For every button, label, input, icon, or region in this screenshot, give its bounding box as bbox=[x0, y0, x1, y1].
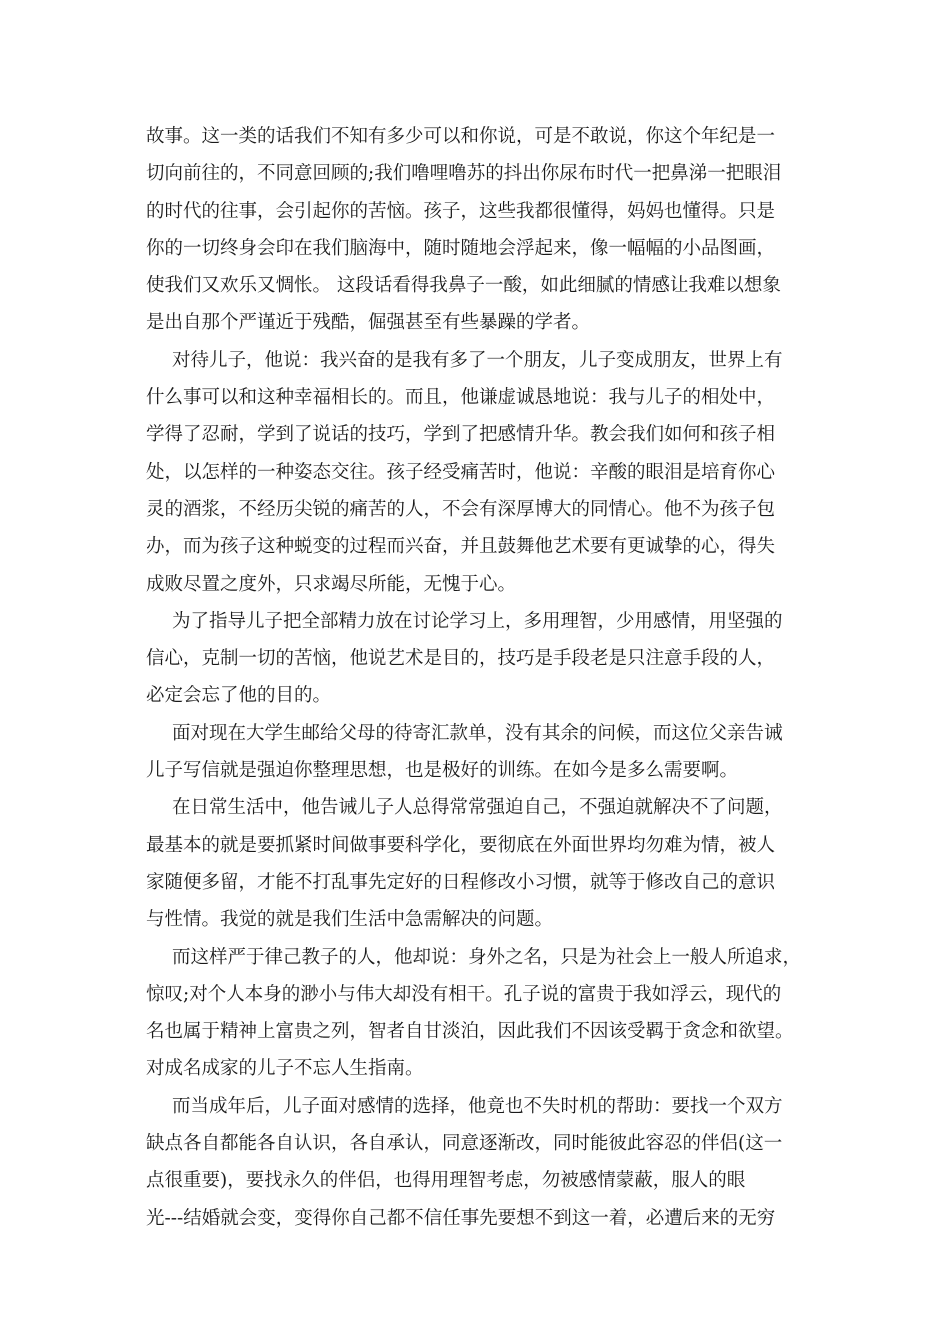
text-line: 必定会忘了他的目的。 bbox=[146, 685, 332, 707]
text-line: 儿子写信就是强迫你整理思想，也是极好的训练。在如今是多么需要啊。 bbox=[146, 760, 739, 782]
text-line: 缺点各自都能各自认识，各自承认，同意逐渐改，同时能彼此容忍的伴侣(这一 bbox=[146, 1133, 783, 1155]
text-line: 信心，克制一切的苦恼，他说艺术是目的，技巧是手段老是只注意手段的人， bbox=[146, 648, 776, 670]
text-line: 什么事可以和这种幸福相长的。而且，他谦虚诚恳地说：我与儿子的相处中， bbox=[146, 387, 776, 409]
text-line: 的时代的往事，会引起你的苦恼。孩子，这些我都很懂得，妈妈也懂得。只是 bbox=[146, 200, 776, 222]
text-line: 面对现在大学生邮给父母的待寄汇款单，没有其余的问候，而这位父亲告诫 bbox=[172, 722, 783, 744]
text-line: 在日常生活中，他告诫儿子人总得常常强迫自己，不强迫就解决不了问题， bbox=[172, 797, 783, 819]
text-line: 惊叹;对个人本身的渺小与伟大却没有相干。孔子说的富贵于我如浮云，现代的 bbox=[146, 983, 782, 1005]
text-line: 而当成年后，儿子面对感情的选择，他竟也不失时机的帮助：要找一个双方 bbox=[172, 1095, 783, 1117]
text-line: 使我们又欢乐又惆怅。 这段话看得我鼻子一酸，如此细腻的情感让我难以想象 bbox=[146, 275, 781, 297]
text-line: 与性情。我觉的就是我们生活中急需解决的问题。 bbox=[146, 909, 554, 931]
body-text bbox=[146, 118, 846, 1237]
text-line: 最基本的就是要抓紧时间做事要科学化，要彻底在外面世界均勿难为情，被人 bbox=[146, 834, 776, 856]
text-line: 办，而为孩子这种蜕变的过程而兴奋，并且鼓舞他艺术要有更诚挚的心，得失 bbox=[146, 536, 776, 558]
text-line: 学得了忍耐，学到了说话的技巧，学到了把感情升华。教会我们如何和孩子相 bbox=[146, 424, 776, 446]
text-line: 对待儿子，他说：我兴奋的是我有多了一个朋友，儿子变成朋友，世界上有 bbox=[172, 349, 783, 371]
text-line: 灵的酒浆，不经历尖锐的痛苦的人，不会有深厚博大的同情心。他不为孩子包 bbox=[146, 498, 776, 520]
text-line: 成败尽置之度外，只求竭尽所能，无愧于心。 bbox=[146, 573, 517, 595]
text-line: 你的一切终身会印在我们脑海中，随时随地会浮起来，像一幅幅的小品图画， bbox=[146, 237, 776, 259]
text-line: 光---结婚就会变，变得你自己都不信任事先要想不到这一着，必遭后来的无穷 bbox=[146, 1207, 776, 1229]
text-line: 点很重要)，要找永久的伴侣，也得用理智考虑，勿被感情蒙蔽，服人的眼 bbox=[146, 1170, 746, 1192]
text-line: 家随便多留，才能不打乱事先定好的日程修改小习惯，就等于修改自己的意识 bbox=[146, 871, 776, 893]
text-line: 对成名成家的儿子不忘人生指南。 bbox=[146, 1058, 424, 1080]
text-line: 切向前往的，不同意回顾的;我们噜哩噜苏的抖出你尿布时代一把鼻涕一把眼泪 bbox=[146, 163, 782, 185]
text-line: 名也属于精神上富贵之列，智者自甘淡泊，因此我们不因该受羁于贪念和欲望。 bbox=[146, 1021, 794, 1043]
text-line: 而这样严于律己教子的人，他却说：身外之名，只是为社会上一般人所追求， bbox=[172, 946, 802, 968]
text-line: 处，以怎样的一种姿态交往。孩子经受痛苦时，他说：辛酸的眼泪是培育你心 bbox=[146, 461, 776, 483]
text-line: 为了指导儿子把全部精力放在讨论学习上，多用理智，少用感情，用坚强的 bbox=[172, 610, 783, 632]
text-line: 故事。这一类的话我们不知有多少可以和你说，可是不敢说，你这个年纪是一 bbox=[146, 126, 776, 147]
text-line: 是出自那个严谨近于残酷，倔强甚至有些暴躁的学者。 bbox=[146, 312, 591, 334]
